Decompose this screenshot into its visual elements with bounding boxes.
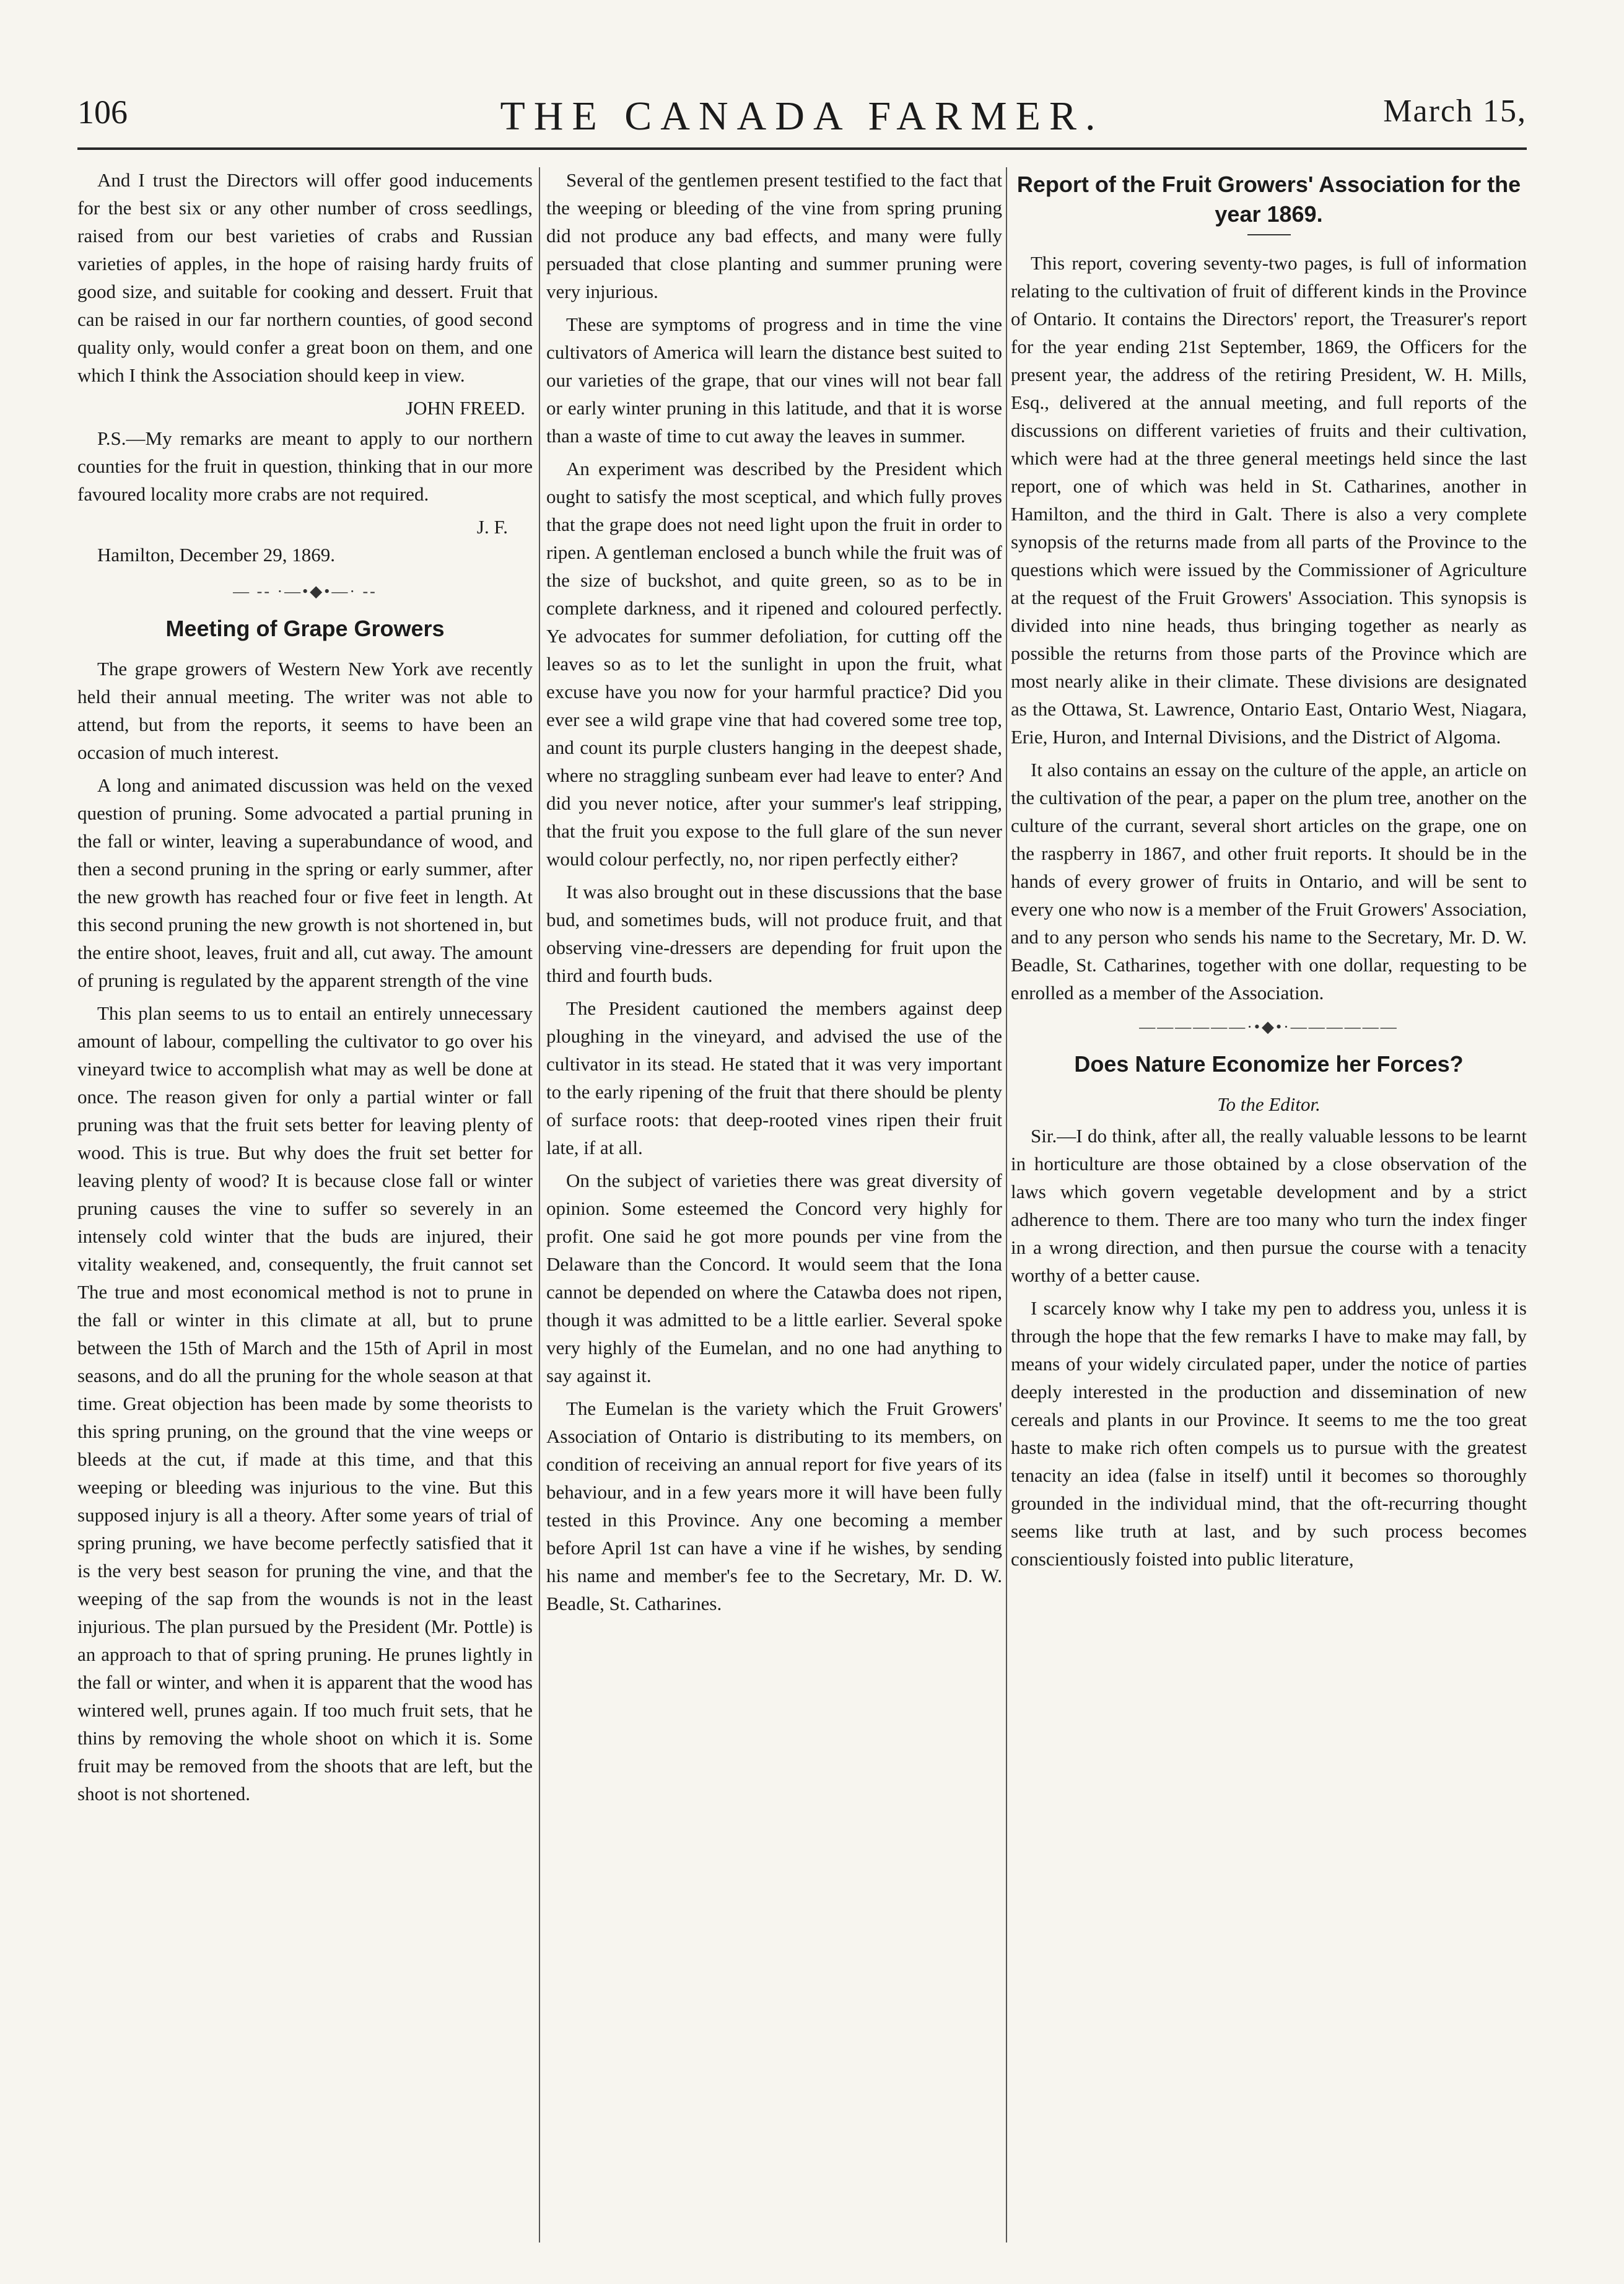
article-paragraph: It was also brought out in these discussions that the base bud, and sometimes buds, will not produce fruit, and that observing vine-dressers are depending for fruit upon the third and fourth buds.	[546, 881, 1002, 986]
column-2	[546, 166, 1002, 2247]
postscript-initials: J. F.	[476, 516, 508, 538]
column-divider	[1006, 167, 1007, 2242]
masthead: THE CANADA FARMER.	[500, 94, 1104, 139]
section-ornament: — -- ·—•◆•—· --	[233, 582, 377, 600]
page-header	[77, 93, 1527, 142]
article-paragraph: It also contains an essay on the culture of the apple, an article on the cultivation of the pear, a paper on the plum tree, another on the culture of the currant, several short articles on the grape, one on the raspberry in 1867, and other fruit reports. It should be in the hands of every grower of fruits in Ontario, and will be sent to every one who now is a member of the Fruit Growers' Association, and to any person who sends his name to the Secretary, Mr. D. W. Beadle, St. Catharines, together with one dollar, requesting to be enrolled as a member of the Association.	[1011, 759, 1527, 1004]
letter-paragraph: And I trust the Directors will offer good inducements for the best six or any other number of cross seedlings, raised from our best varieties of crabs and Russian varieties of apples, in the hope of raising hardy fruits of good size, and suitable for cooking and dessert. Fruit that can be raised in our far northern counties, of good second quality only, would confer a great boon on them, and one which I think the Association should keep in view.	[77, 169, 533, 386]
article-paragraph: An experiment was described by the President which ought to satisfy the most sceptical, and which fully proves that the grape does not need light upon the fruit in order to ripen. A gentleman enclosed a bunch while the fruit was of the size of buckshot, and quite green, so as to be in complete darkness, and it ripened and coloured perfectly. Ye advocates for summer defoliation, for cutting off the leaves so as to let the sunlight in upon the fruit, what excuse have you now for your harmful practice? Did you ever see a wild grape vine that had covered some tree top, and count its purple clusters hanging in the deepest shade, where no straggling sunbeam ever had leave to enter? And did you never notice, after your summer's leaf stripping, that the fruit you expose to the full glare of the sun never would colour perfectly, no, nor ripen perfectly either?	[546, 458, 1002, 870]
article-paragraph: Sir.—I do think, after all, the really valuable lessons to be learnt in horticulture are those obtained by a close observation of the laws which govern vegetable development and by a strict adherence to them. There are too many who turn the index finger in a wrong direction, and then pursue the course with a tenacity worthy of a better cause.	[1011, 1125, 1527, 1286]
header-rule	[77, 147, 1527, 150]
title-rule	[1247, 234, 1291, 235]
letter-dateline: Hamilton, December 29, 1869.	[97, 544, 335, 566]
letter-signature: JOHN FREED.	[406, 397, 525, 419]
section-ornament: ——————·•◆•·——————	[1139, 1018, 1399, 1036]
article-paragraph: The President cautioned the members against deep ploughing in the vineyard, and advised the use of the cultivator in its stead. He stated that it was very important to the early ripening of the fruit that there should be plenty of surface roots: that deep-rooted vines ripen their fruit late, if at all.	[546, 997, 1002, 1158]
issue-date: March 15,	[1383, 94, 1527, 129]
article-title-nature: Does Nature Economize her Forces?	[1074, 1051, 1464, 1077]
article-paragraph: The grape growers of Western New York ave recently held their annual meeting. The writer was not able to attend, but from the reports, it seems to have been an occasion of much interest.	[77, 658, 533, 763]
article-paragraph: I scarcely know why I take my pen to address you, unless it is through the hope that the few remarks I have to make may fall, by means of your widely circulated paper, under the notice of parties deeply interested in the production and dissemination of new cereals and plants in our Province. It seems to me the too great haste to make rich often compels us to pursue with the greatest tenacity an idea (false in itself) until it becomes so thoroughly grounded in the individual mind, that the oft-recurring thought seems like truth at last, and by such process becomes conscientiously foisted into public literature,	[1011, 1297, 1527, 1570]
article-paragraph: This report, covering seventy-two pages, is full of information relating to the cultivation of fruit of different kinds in the Province of Ontario. It contains the Directors' report, the Treasurer's report for the year ending 21st September, 1869, the Officers for the present year, the address of the retiring President, W. H. Mills, Esq., delivered at the annual meeting, and full reports of the discussions on different varieties of fruits and their cultivation, which were had at the three general meetings held since the last report, one of which was held in St. Catharines, another in Hamilton, and the third in Galt. There is also a very complete synopsis of the returns made from all parts of the Province to the questions which were issued by the Commissioner of Agriculture at the request of the Fruit Growers' Association. This synopsis is divided into nine heads, thus bringing together as nearly as possible the returns from those parts of the Province which are most nearly alike in their climate. These divisions are designated as the Ottawa, St. Lawrence, Ontario East, Ontario West, Niagara, Erie, Huron, and Internal Divisions, and the District of Algoma.	[1011, 252, 1527, 748]
article-paragraph: These are symptoms of progress and in time the vine cultivators of America will learn the distance best suited to our varieties of the grape, that our vines will not bear fall or early winter pruning in this latitude, and that it is worse than a waste of time to cut away the leaves in summer.	[546, 313, 1002, 447]
postscript: P.S.—My remarks are meant to apply to our northern counties for the fruit in question, thinking that in our more favoured locality more crabs are not required.	[77, 427, 533, 505]
column-divider	[539, 167, 540, 2242]
article-paragraph: This plan seems to us to entail an entirely unnecessary amount of labour, compelling the cultivator to go over his vineyard twice to accomplish what may as well be done at once. The reason given for only a partial winter or fall pruning was that the fruit sets better for leaving plenty of wood. This is true. But why does the fruit set better for leaving plenty of wood? It is because close fall or winter pruning causes the vine to suffer so severely in an intensely cold winter that the buds are injured, their vitality weakened, and, consequently, the fruit cannot set The true and most economical method is not to prune in the fall or winter in this climate at all, but to prune between the 15th of March and the 15th of April in most seasons, and do all the pruning for the whole season at that time. Great objection has been made by some theorists to this spring pruning, on the ground that the vine weeps or bleeds at the cut, if made at this time, and that this weeping or bleeding was injurious to the vine. But this supposed injury is all a theory. After some years of trial of spring pruning, we have become perfectly satisfied that it is the very best season for pruning the vine, and that the weeping of the sap from the wounds is not in the least injurious. The plan pursued by the President (Mr. Pottle) is an approach to that of spring pruning. He prunes lightly in the fall or winter, and when it is apparent that the wood has wintered well, prunes again. If too much fruit sets, that he thins by removing the whole shoot on which it is. Some fruit may be removed from the shoots that are left, but the shoot is not shortened.	[77, 1002, 533, 1805]
article-paragraph: Several of the gentlemen present testified to the fact that the weeping or bleeding of the vine from spring pruning did not produce any bad effects, and many were fully persuaded that close planting and summer pruning were very injurious.	[546, 169, 1002, 302]
article-paragraph: On the subject of varieties there was great diversity of opinion. Some esteemed the Concord very highly for profit. One said he got more pounds per vine from the Delaware than the Concord. It would seem that the Iona cannot be depended on where the Catawba does not ripen, though it was admitted to be a little earlier. Several spoke very highly of the Eumelan, and no one had anything to say against it.	[546, 1170, 1002, 1386]
article-paragraph: A long and animated discussion was held on the vexed question of pruning. Some advocated a partial pruning in the fall or winter, leaving a superabundance of wood, and then a second pruning in the spring or early summer, after the new growth has reached four or five feet in length. At this second pruning the new growth is not shortened in, but the entire shoot, leaves, fruit and all, cut away. The amount of pruning is regulated by the apparent strength of the vine	[77, 774, 533, 991]
page-number: 106	[77, 94, 128, 131]
article-paragraph: The Eumelan is the variety which the Fruit Growers' Association of Ontario is distributing to its members, on condition of receiving an annual report for five years of its behaviour, and in a few years more it will have been fully tested in this Province. Any one becoming a member before April 1st can have a vine if he wishes, by sending his name and member's fee to the Secretary, Mr. D. W. Beadle, St. Catharines.	[546, 1398, 1002, 1614]
article-title-report: Report of the Fruit Growers' Association for the year 1869.	[1016, 172, 1521, 227]
article-title-grape-growers: Meeting of Grape Growers	[165, 616, 445, 641]
letter-salutation: To the Editor.	[1217, 1093, 1321, 1115]
column-3	[1011, 166, 1527, 2247]
column-1	[77, 166, 533, 2247]
